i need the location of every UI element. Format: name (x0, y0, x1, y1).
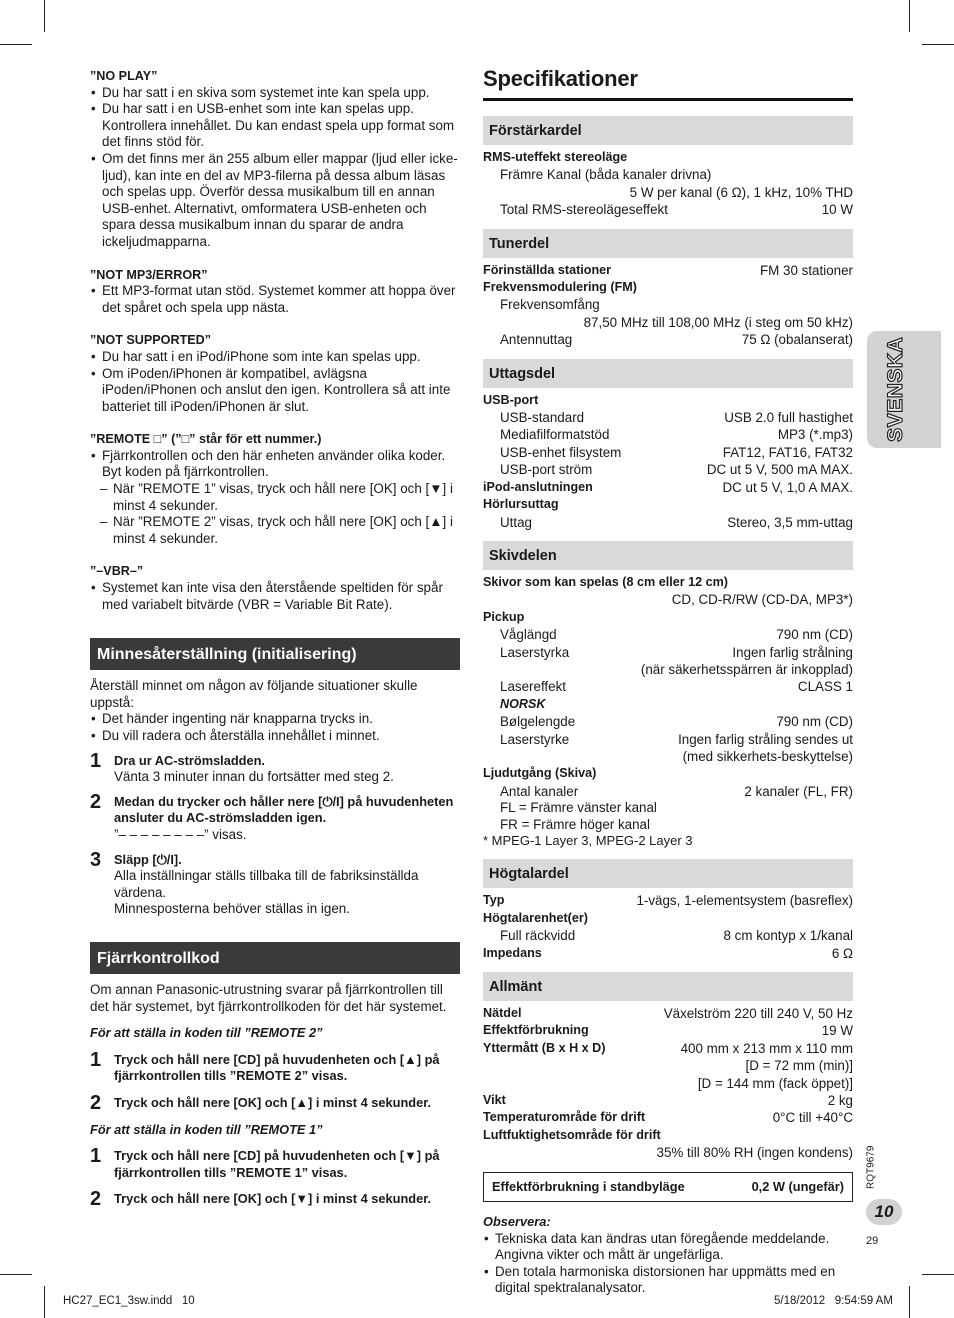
spec-row: iPod-anslutningen DC ut 5 V, 1,0 A MAX. (483, 479, 853, 495)
section-title-remote-code: Fjärrkontrollkod (90, 942, 460, 974)
crop-mark (0, 1274, 32, 1275)
error-label: ”–VBR–” (90, 564, 144, 579)
spec-row: Bølgelengde 790 nm (CD) (500, 714, 853, 730)
footer-file: HC27_EC1_3sw.indd 10 (63, 1295, 195, 1307)
standby-label: Effektförbrukning i standbyläge (492, 1178, 685, 1194)
spec-heading-general: Allmänt (483, 972, 853, 1001)
error-label: ”NOT SUPPORTED” (90, 333, 212, 348)
spec-row: Förinställda stationer FM 30 stationer (483, 262, 853, 278)
list-item: • Den totala harmoniska distorsionen har uppmätts med en digital spektralanalysator. (483, 1264, 853, 1297)
error-list (90, 580, 460, 613)
crop-mark (44, 0, 45, 32)
spec-label: Främre Kanal (båda kanaler drivna) (500, 167, 712, 183)
spec-value: CD, CD-R/RW (CD-DA, MP3*) (671, 592, 853, 608)
spec-label: Hörlursuttag (483, 497, 559, 512)
step: 1 Dra ur AC-strömsladden. Vänta 3 minuter innan du fortsätter med steg 2. (90, 749, 394, 785)
document-code: RQT9679 (865, 1145, 877, 1189)
crop-mark (922, 44, 954, 45)
spec-label: Skivor som kan spelas (8 cm eller 12 cm) (483, 574, 729, 589)
dash-item: – När ”REMOTE 2” visas, tryck och håll nere [OK] och [▲] i minst 4 sekunder. (100, 514, 453, 546)
spec-label: Ljudutgång (Skiva) (483, 766, 597, 781)
left-column (90, 68, 460, 1211)
spec-heading-tuner: Tunerdel (483, 229, 853, 258)
notes-title: Observera: (483, 1214, 551, 1230)
spec-row: Impedans 6 Ω (483, 945, 853, 961)
list-item: • Det händer ingenting när knapparna trycks in. (90, 711, 460, 728)
step: 2 Tryck och håll nere [OK] och [▲] i minst 4 sekunder. (90, 1091, 432, 1114)
crop-mark (922, 1274, 954, 1275)
step: 1 Tryck och håll nere [CD] på huvudenheten och [▼] på fjärrkontrollen tills ”REMOTE 1” visas. (90, 1145, 440, 1180)
list-item: • Ett MP3-format utan stöd. Systemet kommer att hoppa över det spåret och spela upp nästa. (90, 283, 460, 316)
spec-value: 35% till 80% RH (ingen kondens) (656, 1145, 853, 1161)
language-tab-label: SVENSKA (884, 336, 908, 442)
list-item: • Systemet kan inte visa den återstående speltiden för spår med variabelt bitvärde (VBR = Variable Bit Rate). (90, 580, 460, 613)
spec-label: FR = Främre höger kanal (500, 816, 650, 832)
page-title: Specifikationer (483, 66, 853, 101)
footer-date: 5/18/2012 9:54:59 AM (774, 1295, 893, 1307)
spec-row: Antennuttag 75 Ω (obalanserat) (500, 332, 853, 348)
subheading: För att ställa in koden till ”REMOTE 2” (90, 1025, 323, 1041)
spec-value: 5 W per kanal (6 Ω), 1 kHz, 10% THD (629, 184, 853, 200)
spec-row: Laserstyrka Ingen farlig strålning (500, 644, 853, 660)
step: 2 Tryck och håll nere [OK] och [▼] i minst 4 sekunder. (90, 1188, 432, 1211)
list-item: • Om det finns mer än 255 album eller mappar (ljud eller icke-ljud), kan inte en del av MP3-filerna på dessa album läsas och spelas upp. Överför dessa musikalbum till en annan USB-enhet. Alternativt, omformatera USB-enheten och spara dessa musikalbum innan du sparar de andra ickeljudmapparna. (90, 151, 460, 251)
reset-list (90, 711, 460, 744)
spec-label: Luftfuktighetsområde för drift (483, 1127, 661, 1142)
list-item: • Du har satt i en USB-enhet som inte kan spelas upp. Kontrollera innehållet. Du kan endast spela upp format som det finns stöd för. (90, 101, 460, 151)
spec-row: Yttermått (B x H x D) 400 mm x 213 mm x 110 mm (483, 1040, 853, 1056)
spec-row: Nätdel Växelström 220 till 240 V, 50 Hz (483, 1006, 853, 1022)
remote-code-intro: Om annan Panasonic-utrustning svarar på fjärrkontrollen till det här systemet, byt fjärrkontrollkoden för det här systemet. (90, 981, 447, 1014)
step: 3 Släpp [⏻/I]. Alla inställningar ställs tillbaka till de fabriksinställda värdena. Minnesposterna behöver ställas in igen. (90, 848, 419, 917)
spec-row: Full räckvidd 8 cm kontyp x 1/kanal (500, 928, 853, 944)
spec-row: USB-standard USB 2.0 full hastighet (500, 410, 853, 426)
footnote: * MPEG-1 Layer 3, MPEG-2 Layer 3 (483, 833, 693, 848)
spec-heading-speakers: Högtalardel (483, 859, 853, 888)
spec-row: Lasereffekt CLASS 1 (500, 679, 853, 695)
list-item: • Du har satt i en skiva som systemet inte kan spela upp. (90, 85, 460, 102)
step: 2 Medan du trycker och håller nere [⏻/I] på huvudenheten ansluter du AC-strömsladden igen. ”– – – – – – – –” visas. (90, 790, 454, 842)
spec-label-norsk: NORSK (500, 696, 546, 711)
error-label: ”NOT MP3/ERROR” (90, 267, 208, 282)
standby-box (483, 1172, 853, 1203)
spec-label: RMS-uteffekt stereoläge (483, 150, 628, 164)
subheading: För att ställa in koden till ”REMOTE 1” (90, 1121, 323, 1137)
crop-mark (909, 1286, 910, 1318)
section-title-reset: Minnesåterställning (initialisering) (90, 638, 460, 670)
spec-row: Temperaturområde för drift 0°C till +40°C (483, 1110, 853, 1126)
spec-heading-amp: Förstärkardel (483, 116, 853, 145)
page-number-small: 29 (866, 1235, 879, 1247)
spec-label: Högtalarenhet(er) (483, 910, 588, 925)
spec-label: FL = Främre vänster kanal (500, 800, 657, 816)
error-list (90, 283, 460, 316)
spec-row: USB-enhet filsystem FAT12, FAT16, FAT32 (500, 444, 853, 460)
spec-heading-disc: Skivdelen (483, 541, 853, 570)
spec-value: 87,50 MHz till 108,00 MHz (i steg om 50 kHz) (583, 314, 853, 330)
list-item: • Fjärrkontrollen och den här enheten använder olika koder. Byt koden på fjärrkontrollen. (90, 448, 460, 481)
spec-label: Pickup (483, 609, 525, 624)
list-item: • Du har satt i en iPod/iPhone som inte kan spelas upp. (90, 349, 460, 366)
list-item: • Du vill radera och återställa innehållet i minnet. (90, 728, 460, 745)
spec-value: [D = 144 mm (fack öppet)] (697, 1075, 853, 1091)
error-list (90, 349, 460, 415)
notes-list (483, 1231, 853, 1297)
list-item: • Om iPoden/iPhonen är kompatibel, avlägsna iPoden/iPhonen och anslut den igen. Kontrollera så att inte batteriet till iPoden/iPhonen är slut. (90, 366, 460, 416)
error-label: ”REMOTE □” (”□” står för ett nummer.) (90, 432, 322, 447)
spec-row: USB-port ström DC ut 5 V, 500 mA MAX. (500, 462, 853, 478)
error-list (90, 448, 460, 481)
spec-row: Antal kanaler 2 kanaler (FL, FR) (500, 783, 853, 799)
spec-label: Frekvensmodulering (FM) (483, 280, 637, 295)
crop-mark (909, 0, 910, 32)
page-number: 10 (866, 1199, 902, 1225)
error-list (90, 85, 460, 251)
spec-value: (med sikkerhets-beskyttelse) (682, 748, 853, 764)
spec-row: Laserstyrke Ingen farlig stråling sendes ut (500, 731, 853, 747)
spec-row: Effektförbrukning 19 W (483, 1023, 853, 1039)
crop-mark (0, 44, 32, 45)
spec-row: Vikt 2 kg (483, 1093, 853, 1109)
step: 1 Tryck och håll nere [CD] på huvudenheten och [▲] på fjärrkontrollen tills ”REMOTE 2” visas. (90, 1048, 440, 1084)
reset-intro: Återställ minnet om någon av följande situationer skulle uppstå: (90, 678, 418, 710)
spec-label: Frekvensomfång (500, 297, 600, 313)
list-item: • Tekniska data kan ändras utan föregående meddelande. Angivna vikter och mått är ungefärliga. (483, 1231, 853, 1264)
standby-value: 0,2 W (ungefär) (751, 1178, 844, 1194)
spec-row: Typ 1-vägs, 1-elementsystem (basreflex) (483, 893, 853, 909)
dash-item: – När ”REMOTE 1” visas, tryck och håll nere [OK] och [▼] i minst 4 sekunder. (100, 481, 453, 513)
crop-mark (44, 1286, 45, 1318)
spec-value: [D = 72 mm (min)] (745, 1058, 853, 1074)
spec-label: USB-port (483, 392, 539, 407)
spec-row: Våglängd 790 nm (CD) (500, 627, 853, 643)
spec-row: Total RMS-stereolägeseffekt 10 W (500, 202, 853, 218)
spec-value: (när säkerhetsspärren är inkopplad) (640, 661, 853, 677)
spec-row: Uttag Stereo, 3,5 mm-uttag (500, 514, 853, 530)
spec-row: Mediafilformatstöd MP3 (*.mp3) (500, 427, 853, 443)
right-column (483, 66, 853, 1297)
spec-heading-outputs: Uttagsdel (483, 359, 853, 388)
error-label: ”NO PLAY” (90, 69, 158, 83)
